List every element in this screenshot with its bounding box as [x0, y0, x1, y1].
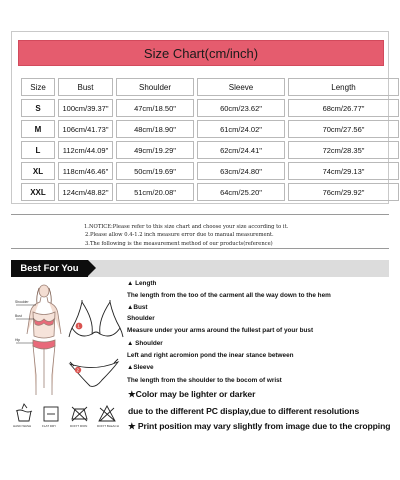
svg-text:2: 2 — [76, 367, 79, 373]
display-note: due to the different PC display,due to different resolutions — [128, 406, 360, 416]
dont-bleach-icon — [99, 406, 115, 421]
length-value: 76cm/29.92" — [288, 183, 399, 201]
sleeve-title: ▲Sleeve — [127, 364, 154, 371]
header-bust: Bust — [58, 78, 113, 96]
print-note: ★ Print position may vary slightly from image due to the cropping — [128, 421, 391, 431]
bust-value: 106cm/41.73" — [58, 120, 113, 138]
divider-top — [11, 214, 389, 215]
size-chart-title: Size Chart(cm/inch) — [18, 40, 384, 66]
shoulder-value: 48cm/18.90" — [116, 120, 194, 138]
shoulder-value: 51cm/20.08" — [116, 183, 194, 201]
size-value: L — [21, 141, 55, 159]
sleeve-value: 64cm/25.20" — [197, 183, 285, 201]
header-shoulder: Shoulder — [116, 78, 194, 96]
table-row — [21, 183, 399, 201]
care-label-flat-dry: FLAT DRY — [42, 424, 57, 428]
header-length: Length — [288, 78, 399, 96]
care-icons-row — [14, 403, 124, 433]
color-note: ★Color may be lighter or darker — [128, 389, 256, 399]
bust-value: 124cm/48.82" — [58, 183, 113, 201]
shoulder-value: 49cm/19.29" — [116, 141, 194, 159]
size-chart-panel — [11, 31, 389, 204]
table-row — [21, 99, 399, 117]
size-value: M — [21, 120, 55, 138]
woman-figure-illustration — [14, 282, 70, 400]
length-value: 68cm/26.77" — [288, 99, 399, 117]
sleeve-value: 62cm/24.41" — [197, 141, 285, 159]
sleeve-value: 60cm/23.62" — [197, 99, 285, 117]
divider-bottom — [11, 248, 389, 249]
best-for-you-tag: Best For You — [11, 260, 88, 277]
bust-value: 100cm/39.37" — [58, 99, 113, 117]
dont-iron-icon — [72, 407, 87, 421]
care-label-hand-wash: HAND WASH — [13, 424, 32, 428]
size-value: XL — [21, 162, 55, 180]
size-value: XXL — [21, 183, 55, 201]
shoulder-description: Left and right acromion pond the inear stance between — [127, 352, 294, 359]
sleeve-value: 61cm/24.02" — [197, 120, 285, 138]
svg-text:1: 1 — [77, 323, 80, 329]
size-value: S — [21, 99, 55, 117]
care-label-dont-bleach: DON'T BLEACH — [97, 424, 119, 428]
table-header-row — [21, 78, 399, 96]
notice-line-3: 3.The following is the measurement method of our products(reference) — [85, 240, 273, 247]
figure-label-shoulder: Shoulder — [15, 300, 29, 304]
size-chart-table — [18, 75, 400, 204]
header-size: Size — [21, 78, 55, 96]
bikini-top-illustration — [68, 300, 126, 344]
sleeve-value: 63cm/24.80" — [197, 162, 285, 180]
shoulder-word: Shoulder — [127, 315, 155, 322]
bikini-bottom-illustration — [68, 356, 120, 392]
shoulder-title: ▲ Shoulder — [127, 340, 163, 347]
care-label-dont-iron: DON'T IRON — [70, 424, 88, 428]
length-value: 74cm/29.13" — [288, 162, 399, 180]
best-for-you-banner — [11, 260, 389, 277]
notices-block — [84, 223, 394, 248]
bust-title: ▲Bust — [127, 304, 148, 311]
flat-dry-icon — [44, 407, 58, 421]
bust-value: 118cm/46.46" — [58, 162, 113, 180]
notice-line-1: 1.NOTICE:Please refer to this size chart and choose your size according to it. — [84, 224, 289, 230]
length-value: 70cm/27.56" — [288, 120, 399, 138]
shoulder-value: 47cm/18.50" — [116, 99, 194, 117]
table-row — [21, 120, 399, 138]
bust-description: Measure under your arms around the fullest part of your bust — [127, 327, 314, 334]
table-row — [21, 141, 399, 159]
length-description: The length from the too of the carment all the way down to the hem — [127, 292, 331, 299]
figure-label-hip: Hip — [15, 338, 21, 342]
sleeve-description: The length from the shoulder to the bocom of wrist — [127, 377, 282, 384]
notice-line-2: 2.Please allow 0.4-1.2 inch measure error due to manual measurement. — [85, 232, 274, 239]
figure-label-bust: Bust — [15, 314, 22, 318]
header-sleeve: Sleeve — [197, 78, 285, 96]
length-value: 72cm/28.35" — [288, 141, 399, 159]
length-title: ▲ Length — [127, 280, 157, 287]
table-row — [21, 162, 399, 180]
bust-value: 112cm/44.09" — [58, 141, 113, 159]
hand-wash-icon — [16, 404, 32, 421]
shoulder-value: 50cm/19.69" — [116, 162, 194, 180]
